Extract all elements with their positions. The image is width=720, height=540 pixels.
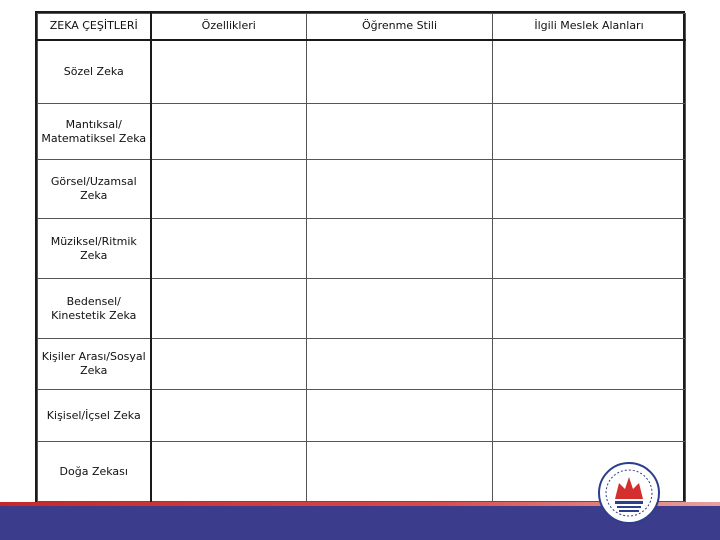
cell-related-careers[interactable] bbox=[493, 160, 686, 219]
row-label-interpersonal: Kişiler Arası/Sosyal Zeka bbox=[38, 339, 151, 390]
cell-related-careers[interactable] bbox=[493, 104, 686, 160]
cell-characteristics[interactable] bbox=[151, 40, 307, 104]
row-label-naturalist: Doğa Zekası bbox=[38, 442, 151, 502]
cell-characteristics[interactable] bbox=[151, 104, 307, 160]
row-label-verbal: Sözel Zeka bbox=[38, 40, 151, 104]
table-row bbox=[38, 219, 686, 279]
cell-learning-style[interactable] bbox=[307, 219, 493, 279]
cell-learning-style[interactable] bbox=[307, 442, 493, 502]
row-label-musical: Müziksel/Ritmik Zeka bbox=[38, 219, 151, 279]
cell-learning-style[interactable] bbox=[307, 40, 493, 104]
cell-characteristics[interactable] bbox=[151, 339, 307, 390]
cell-characteristics[interactable] bbox=[151, 219, 307, 279]
header-characteristics: Özellikleri bbox=[151, 14, 307, 40]
cell-related-careers[interactable] bbox=[493, 279, 686, 339]
table-row bbox=[38, 104, 686, 160]
cell-characteristics[interactable] bbox=[151, 442, 307, 502]
university-seal-logo-icon bbox=[597, 461, 661, 525]
table-row bbox=[38, 40, 686, 104]
intelligence-types-table bbox=[35, 11, 685, 503]
table-row bbox=[38, 390, 686, 442]
table-row bbox=[38, 279, 686, 339]
header-related-careers: İlgili Meslek Alanları bbox=[493, 14, 686, 40]
cell-related-careers[interactable] bbox=[493, 390, 686, 442]
table-row bbox=[38, 339, 686, 390]
header-intelligence-types: ZEKA ÇEŞİTLERİ bbox=[38, 14, 151, 40]
table-grid bbox=[37, 13, 686, 502]
row-label-intrapersonal: Kişisel/İçsel Zeka bbox=[38, 390, 151, 442]
cell-learning-style[interactable] bbox=[307, 339, 493, 390]
cell-learning-style[interactable] bbox=[307, 279, 493, 339]
row-label-bodily: Bedensel/ Kinestetik Zeka bbox=[38, 279, 151, 339]
cell-learning-style[interactable] bbox=[307, 104, 493, 160]
cell-characteristics[interactable] bbox=[151, 160, 307, 219]
cell-characteristics[interactable] bbox=[151, 279, 307, 339]
row-label-visual: Görsel/Uzamsal Zeka bbox=[38, 160, 151, 219]
cell-characteristics[interactable] bbox=[151, 390, 307, 442]
cell-learning-style[interactable] bbox=[307, 160, 493, 219]
table-row bbox=[38, 160, 686, 219]
row-label-logical: Mantıksal/ Matematiksel Zeka bbox=[38, 104, 151, 160]
cell-related-careers[interactable] bbox=[493, 339, 686, 390]
table-row bbox=[38, 442, 686, 502]
header-learning-style: Öğrenme Stili bbox=[307, 14, 493, 40]
cell-related-careers[interactable] bbox=[493, 219, 686, 279]
cell-related-careers[interactable] bbox=[493, 40, 686, 104]
cell-learning-style[interactable] bbox=[307, 390, 493, 442]
